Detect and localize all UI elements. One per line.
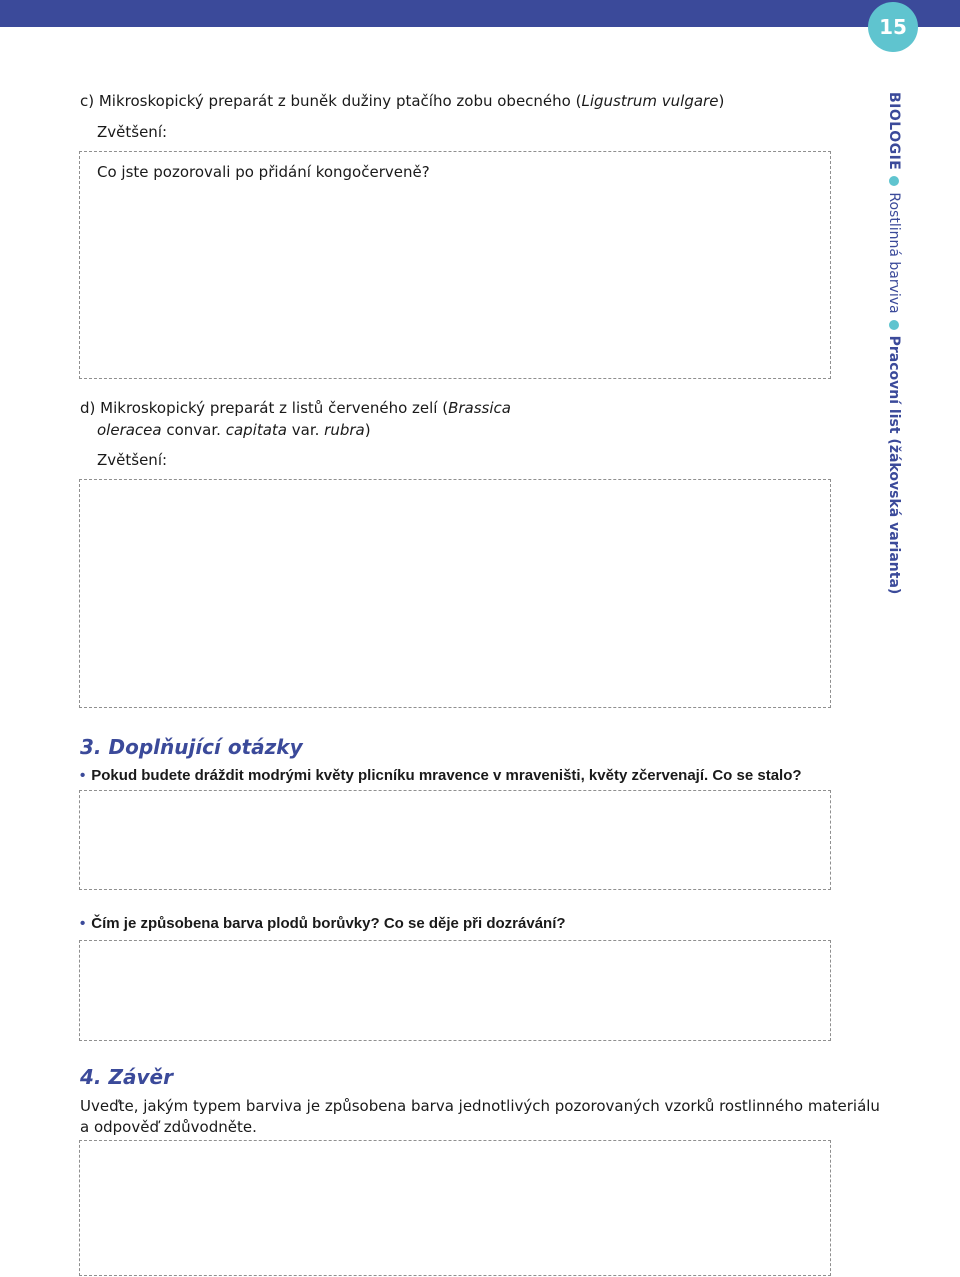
section-c-close: ) (718, 92, 725, 110)
side-subject: BIOLOGIE (886, 92, 902, 171)
section-c-title (80, 91, 724, 111)
question-1-text: Pokud budete dráždit modrými květy plicníku mravence v mraveništi, květy zčervenají. Co se stalo? (91, 767, 802, 784)
section-d-var: var. (287, 421, 325, 439)
separator-dot-icon (889, 176, 899, 186)
conclusion-answer-box[interactable] (79, 1140, 831, 1276)
question-1-answer-box[interactable] (79, 790, 831, 890)
side-sheet: Pracovní list (žákovská varianta) (886, 335, 902, 595)
side-topic: Rostlinná barviva (886, 192, 902, 314)
section-c-label: c) Mikroskopický preparát z buněk dužiny ptačího zobu obecného ( (80, 92, 582, 110)
question-2-text: Čím je způsobena barva plodů borůvky? Co se děje při dozrávání? (91, 915, 566, 932)
section-d-latin-species: oleracea (97, 421, 162, 439)
section-3-question-1 (80, 766, 802, 786)
bullet-icon: • (80, 767, 86, 784)
section-c-prompt: Co jste pozorovali po přidání kongočerveně? (97, 163, 430, 181)
section-4-instruction-line2: a odpověď zdůvodněte. (80, 1118, 257, 1136)
section-d-label: d) Mikroskopický preparát z listů červeného zelí ( (80, 399, 449, 417)
section-d-latin-var: rubra (324, 421, 365, 439)
section-d-title-line2 (97, 420, 371, 440)
section-d-latin-convar: capitata (225, 421, 287, 439)
section-4-heading: 4. Závěr (80, 1065, 173, 1089)
page-number-badge: 15 (868, 2, 918, 52)
separator-dot-icon (889, 320, 899, 330)
section-d-answer-box[interactable] (79, 479, 831, 708)
section-c-latin: Ligustrum vulgare (581, 92, 719, 110)
section-c-answer-box[interactable] (79, 151, 831, 379)
section-c-magnification: Zvětšení: (97, 123, 168, 141)
bullet-icon: • (80, 915, 86, 932)
section-d-title-line1 (80, 398, 511, 418)
question-2-answer-box[interactable] (79, 940, 831, 1041)
section-d-close: ) (364, 421, 371, 439)
section-d-latin-genus: Brassica (448, 399, 511, 417)
section-d-convar: convar. (161, 421, 226, 439)
section-d-magnification: Zvětšení: (97, 451, 168, 469)
section-3-question-2 (80, 914, 566, 934)
top-bar (0, 0, 960, 27)
section-3-heading: 3. Doplňující otázky (80, 735, 303, 759)
section-4-instruction-line1: Uveďte, jakým typem barviva je způsobena barva jednotlivých pozorovaných vzorků rostlinného materiálu (80, 1097, 880, 1115)
